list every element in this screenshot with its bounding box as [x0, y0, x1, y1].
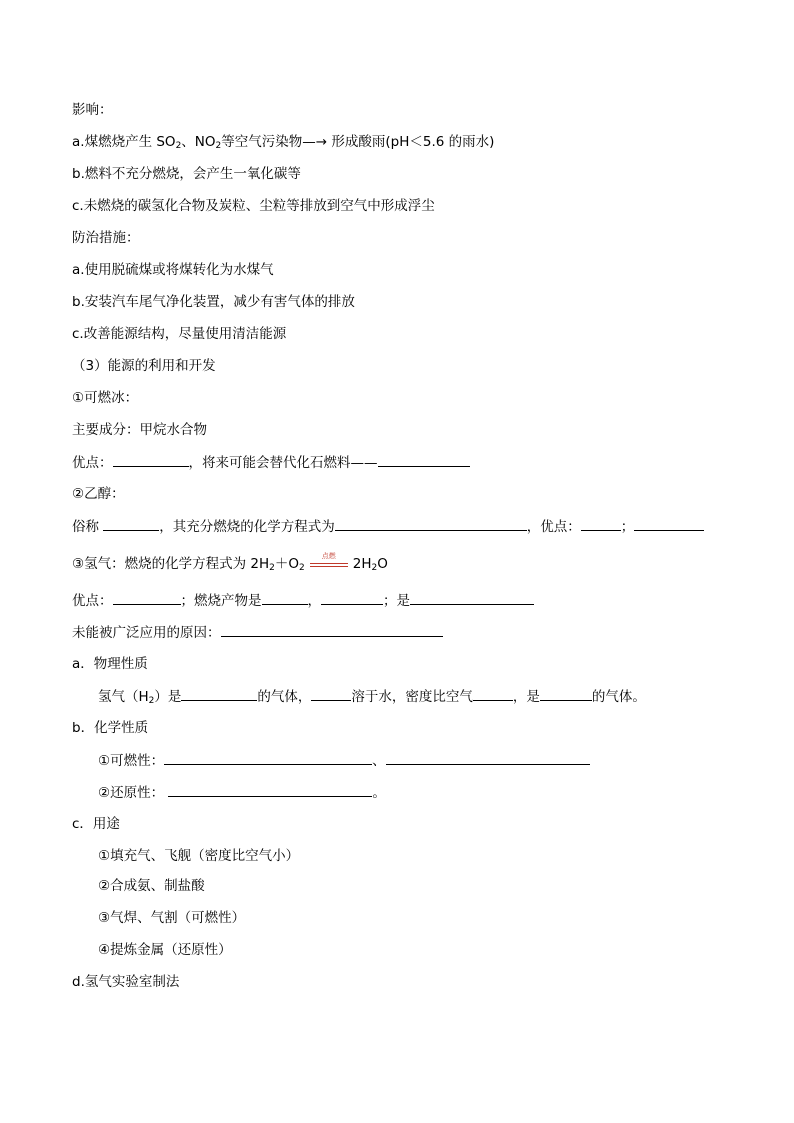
hydrogen-equation: [72, 552, 388, 573]
use-item-4: ④提炼金属（还原性）: [98, 942, 232, 958]
use-item-3: ③气焊、气割（可燃性）: [98, 910, 246, 926]
fill-blank[interactable]: [262, 591, 308, 605]
fill-blank[interactable]: [181, 687, 257, 701]
text: ，其充分燃烧的化学方程式为: [159, 519, 335, 535]
text: 未能被广泛应用的原因：: [72, 625, 221, 641]
text: 俗称: [72, 519, 104, 535]
text: 溶于水，密度比空气: [351, 689, 473, 705]
section-energy: （3）能源的利用和开发: [72, 358, 216, 374]
text: ；是: [383, 593, 410, 609]
fill-blank[interactable]: [113, 453, 189, 467]
combustible-ice-advantage: [72, 453, 470, 472]
prevention-item-c: c.改善能源结构，尽量使用清洁能源: [72, 326, 287, 342]
heading-combustible-ice: ①可燃冰：: [72, 390, 139, 406]
text: ①可燃性：: [98, 753, 165, 769]
text: ，是: [512, 689, 540, 705]
text: ；: [620, 519, 635, 535]
text: 氢气（H: [98, 689, 149, 705]
subscript: 2: [269, 563, 275, 573]
text: 等空气污染物—→ 形成酸雨(pH＜5.6 的雨水): [221, 134, 495, 150]
text: ；燃烧产物是: [180, 593, 262, 609]
hydrogen-advantage: [72, 591, 534, 610]
heading-physical-properties: a．物理性质: [72, 656, 148, 672]
arrow-line: [310, 563, 348, 564]
physical-properties-question: [98, 687, 646, 706]
text: a.煤燃烧产生 SO: [72, 134, 176, 150]
text: 、NO: [181, 134, 216, 150]
flammability-question: [98, 751, 590, 770]
fill-blank[interactable]: [634, 517, 704, 531]
text: 。: [372, 785, 386, 801]
fill-blank[interactable]: [103, 517, 159, 531]
subscript: 2: [299, 563, 305, 573]
text: 、: [372, 753, 386, 769]
fill-blank[interactable]: [378, 453, 470, 467]
fill-blank[interactable]: [540, 687, 592, 701]
text: 的气体，: [257, 689, 312, 705]
text: ②还原性：: [98, 785, 169, 801]
heading-impact: 影响：: [72, 102, 113, 118]
reducibility-question: [98, 783, 386, 802]
heading-prevention: 防治措施：: [72, 230, 140, 246]
text: O: [377, 556, 388, 572]
text: ，: [307, 593, 321, 609]
fill-blank[interactable]: [581, 517, 621, 531]
heading-chemical-properties: b．化学性质: [72, 720, 149, 736]
text: 的气体。: [591, 689, 646, 705]
text: ，将来可能会替代化石燃料——: [188, 455, 378, 471]
use-item-2: ②合成氨、制盐酸: [98, 878, 205, 894]
subscript: 2: [371, 563, 378, 573]
impact-item-b: b.燃料不充分燃烧，会产生一氧化碳等: [72, 166, 301, 182]
fill-blank[interactable]: [113, 591, 181, 605]
text: ＋O: [274, 556, 300, 572]
fill-blank[interactable]: [164, 751, 372, 765]
prevention-item-b: b.安装汽车尾气净化装置，减少有害气体的排放: [72, 294, 355, 310]
arrow-line: [310, 566, 348, 567]
impact-item-c: c.未燃烧的碳氢化合物及炭粒、尘粒等排放到空气中形成浮尘: [72, 198, 435, 214]
main-component: 主要成分：甲烷水合物: [72, 422, 207, 438]
impact-item-a: [72, 133, 494, 151]
heading-lab-preparation: d.氢气实验室制法: [72, 974, 180, 990]
heading-ethanol: ②乙醇：: [72, 486, 125, 502]
subscript: 2: [215, 141, 222, 151]
use-item-1: ①填充气、飞舰（密度比空气小）: [98, 848, 300, 864]
reaction-condition: 点燃: [321, 552, 336, 560]
heading-uses: c．用途: [72, 816, 120, 832]
fill-blank[interactable]: [335, 517, 527, 531]
ethanol-question: [72, 517, 704, 536]
fill-blank[interactable]: [221, 623, 443, 637]
fill-blank[interactable]: [473, 687, 513, 701]
text: ，优点：: [526, 519, 581, 535]
fill-blank[interactable]: [386, 751, 590, 765]
subscript: 2: [175, 141, 182, 151]
prevention-item-a: a.使用脱硫煤或将煤转化为水煤气: [72, 262, 274, 278]
text: 优点：: [72, 455, 113, 471]
fill-blank[interactable]: [321, 591, 383, 605]
fill-blank[interactable]: [168, 783, 372, 797]
reaction-arrow: [307, 552, 351, 571]
text: ③氢气：燃烧的化学方程式为 2H: [72, 556, 270, 572]
subscript: 2: [148, 696, 155, 706]
fill-blank[interactable]: [311, 687, 351, 701]
fill-blank[interactable]: [410, 591, 534, 605]
text: 2H: [352, 556, 372, 572]
text: ）是: [154, 689, 182, 705]
text: 优点：: [72, 593, 113, 609]
hydrogen-limitation: [72, 623, 443, 642]
